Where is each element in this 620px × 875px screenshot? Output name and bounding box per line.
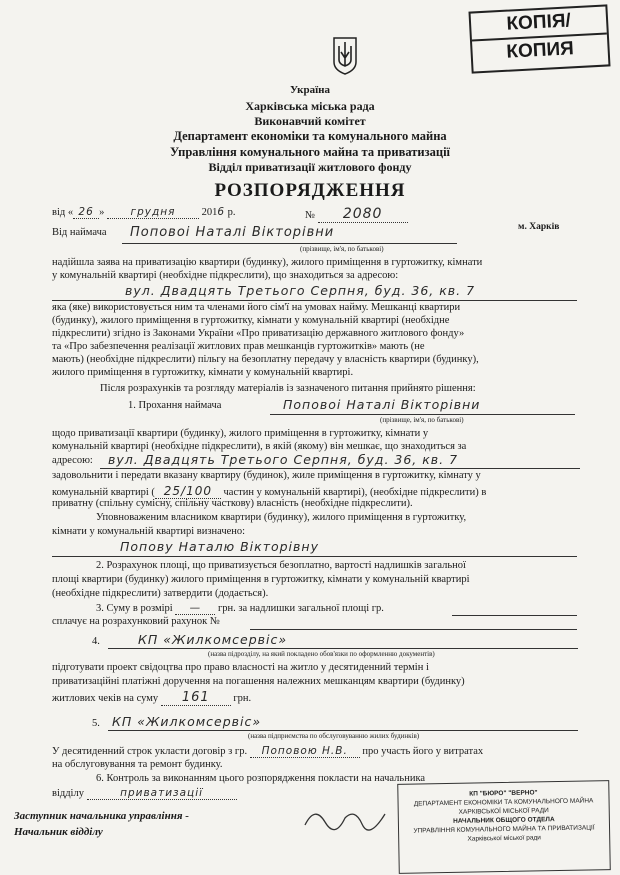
item2-line2: площі квартири (будинку) жилого приміщення в гуртожитку, кімнати у комунальній квартирі [52, 574, 470, 585]
item3-line1 [96, 602, 384, 615]
item5-text1a: У десятиденний строк укласти договір з гр. [52, 746, 248, 757]
item4-num: 4. [92, 636, 100, 647]
item1-text6: Уповноваженим власником квартири (будинку), жилого приміщення в гуртожитку, [96, 512, 467, 523]
item5-org-underline [108, 730, 578, 731]
item5-num: 5. [92, 718, 100, 729]
item1-text4b: частин у комунальній квартирі), (необхідне підкреслити) в [223, 487, 487, 498]
date-year-digit: 6 [217, 206, 226, 218]
header-council: Харківська міська рада [245, 99, 375, 113]
stamp-line6: Харківської міської ради [467, 834, 541, 843]
stamp-line3: ХАРКІВСЬКОЇ МІСЬКОЇ РАДИ [458, 807, 549, 816]
number-value: 2080 [318, 206, 408, 223]
item3-text: грн. за надлишки загальної площі гр. [217, 603, 384, 614]
header-committee: Виконавчий комітет [254, 114, 366, 128]
order-number [305, 206, 408, 223]
item4-text3b: грн. [233, 693, 252, 704]
item2-line3: (необхідне підкреслити) затвердити (додається). [52, 588, 269, 599]
item5-text4-label: відділу [52, 788, 84, 799]
para2-line1: яка (яке) використовується ним та членами його сім'ї на умовах найму. Мешканці квартири [52, 302, 461, 313]
item1-text5: приватну (спільну сумісну, спільну часткову) власність (необхідне підкреслити). [52, 498, 413, 509]
applicant-hint: (прізвище, ім'я, по батькові) [300, 245, 384, 253]
item1-name-underline [270, 414, 575, 415]
item4-text1: підготувати проект свідоцтва про право власності на житло у десятиденний термін і [52, 662, 429, 673]
signature-scribble [300, 800, 390, 836]
para1-line1: надійшла заява на приватизацію квартири (будинку), жилого приміщення в гуртожитку, кімнати [52, 257, 483, 268]
item4-org: КП «Жилкомсервіс» [138, 632, 288, 647]
item4-hint: (назва підрозділу, на який покладено обов'язки по оформленню документів) [208, 650, 435, 658]
para2-line3: підкреслити) згідно із Законами України «Про приватизацію державного житлового фонду» [52, 328, 465, 339]
item3-account-underline [250, 629, 577, 630]
item3-sum: — [175, 602, 215, 615]
signature-line2: Начальник відділу [14, 826, 103, 838]
date-year-suffix: р. [227, 207, 236, 218]
coat-of-arms-icon [332, 36, 358, 76]
item3-label: 3. Суму в розмірі [96, 603, 173, 614]
para2-line2: (будинку), жилого приміщення в гуртожитку, кімнати у комунальній квартирі (необхідне [52, 315, 450, 326]
city-label: м. Харків [518, 222, 560, 232]
item5-text3: 6. Контроль за виконанням цього розпорядження покласти на начальника [96, 773, 426, 784]
item5-text2: на обслуговування та ремонт будинку. [52, 759, 223, 770]
copy-stamp [468, 4, 610, 73]
header-country: Україна [289, 84, 331, 96]
date-line [52, 206, 236, 219]
date-mid: » [99, 207, 105, 218]
para2-line6: жилого приміщення в гуртожитку, кімнати у комунальній квартирі. [52, 367, 354, 378]
para1-line2: у комунальній квартирі (необхідне підкреслити), що знаходиться за адресою: [52, 270, 399, 281]
item5-text4 [52, 787, 237, 800]
item1-owner: Попову Наталю Вікторівну [120, 539, 319, 554]
item1-label: 1. Прохання наймача [128, 400, 222, 411]
para2-line5: мають) (необхідне підкреслити) пільгу на безоплатну передачу у власність квартири (будинку), [52, 354, 479, 365]
item1-text7: кімнати у комунальній квартирі визначено: [52, 526, 246, 537]
signature-line1: Заступник начальника управління - [14, 810, 189, 822]
item5-text1 [52, 745, 483, 758]
item1-text2: комунальній квартирі (необхідне підкреслити), в якій (якому) він мешкає, що знаходиться за [52, 441, 467, 452]
date-prefix: від « [52, 207, 74, 218]
copy-stamp-line2: КОПИЯ [505, 38, 575, 63]
para3: Після розрахунків та розгляду матеріалів із зазначеного питання прийнято рішення: [100, 383, 476, 394]
official-stamp [397, 780, 611, 874]
item1-text1: щодо приватизації квартири (будинку), жилого приміщення в гуртожитку, кімнати у [52, 428, 429, 439]
date-month: грудня [107, 206, 199, 219]
copy-stamp-line1: КОПІЯ/ [471, 7, 607, 42]
item1-hint: (прізвище, ім'я, по батькові) [380, 416, 464, 424]
para2-line4: та «Про забезпечення реалізації житлових прав мешканців гуртожитків» мають (не [52, 341, 425, 352]
applicant-underline [122, 243, 457, 244]
item2-line1: 2. Розрахунок площі, що приватизується безоплатно, вартості надлишків загальної [96, 560, 466, 571]
item1-address: вул. Двадцять Третього Серпня, буд. 36, кв. 7 [108, 452, 459, 467]
item3-line2: сплачує на розрахунковий рахунок № [52, 616, 220, 627]
item1-text3: задовольнити і передати вказану квартиру (будинок), жиле приміщення в гуртожитку, кімнату у [52, 470, 481, 481]
item4-text2: приватизаційні платіжні доручення на погашення належних мешканцям квартири (будинку) [52, 676, 465, 687]
item1-text4 [52, 484, 486, 499]
address-underline [52, 300, 577, 301]
item5-name: Поповою Н.В. [250, 745, 360, 758]
item1-address-underline [100, 468, 580, 469]
stamp-line5: УПРАВЛІННЯ КОМУНАЛЬНОГО МАЙНА ТА ПРИВАТИЗАЦІЇ [413, 824, 595, 835]
applicant-name: Поповоі Наталі Вікторівни [130, 225, 335, 240]
item4-org-underline [108, 648, 578, 649]
address-handwritten: вул. Двадцять Третього Серпня, буд. 36, кв. 7 [125, 283, 476, 298]
item5-text1b: про участь його у витратах [362, 746, 484, 757]
stamp-line4: НАЧАЛЬНИК ОБЩОГО ОТДЕЛА [453, 816, 555, 825]
item5-text4-hand: приватизації [87, 787, 237, 800]
stamp-line2: ДЕПАРТАМЕНТ ЕКОНОМІКИ ТА КОМУНАЛЬНОГО МАЙНА [413, 797, 594, 808]
stamp-line1: КП "БЮРО" "ВЕРНО" [469, 789, 538, 798]
item1-addr-label: адресою: [52, 455, 93, 466]
item1-text4a: комунальній квартирі ( [52, 487, 155, 498]
header-section: Відділ приватизації житлового фонду [208, 160, 412, 174]
item4-sum: 161 [161, 690, 231, 706]
item1-name: Поповоі Наталі Вікторівни [283, 397, 481, 412]
item3-name-underline [452, 615, 577, 616]
date-year-prefix: 201 [201, 207, 218, 218]
item5-hint: (назва підприємства по обслуговуванню жилих будинків) [248, 732, 420, 740]
item1-fraction: 25/100 [155, 484, 221, 499]
header-directorate: Управління комунального майна та приватизації [169, 145, 451, 159]
item4-text3a: житлових чеків на суму [52, 693, 159, 704]
number-label: № [305, 210, 316, 221]
applicant-label: Від наймача [52, 227, 107, 238]
header-department: Департамент економіки та комунального майна [173, 129, 447, 143]
document-title: РОЗПОРЯДЖЕННЯ [214, 180, 406, 201]
item1-owner-underline [52, 556, 577, 557]
item4-text3 [52, 690, 251, 706]
item5-org: КП «Жилкомсервіс» [112, 714, 262, 729]
date-day: 26 [73, 206, 99, 219]
